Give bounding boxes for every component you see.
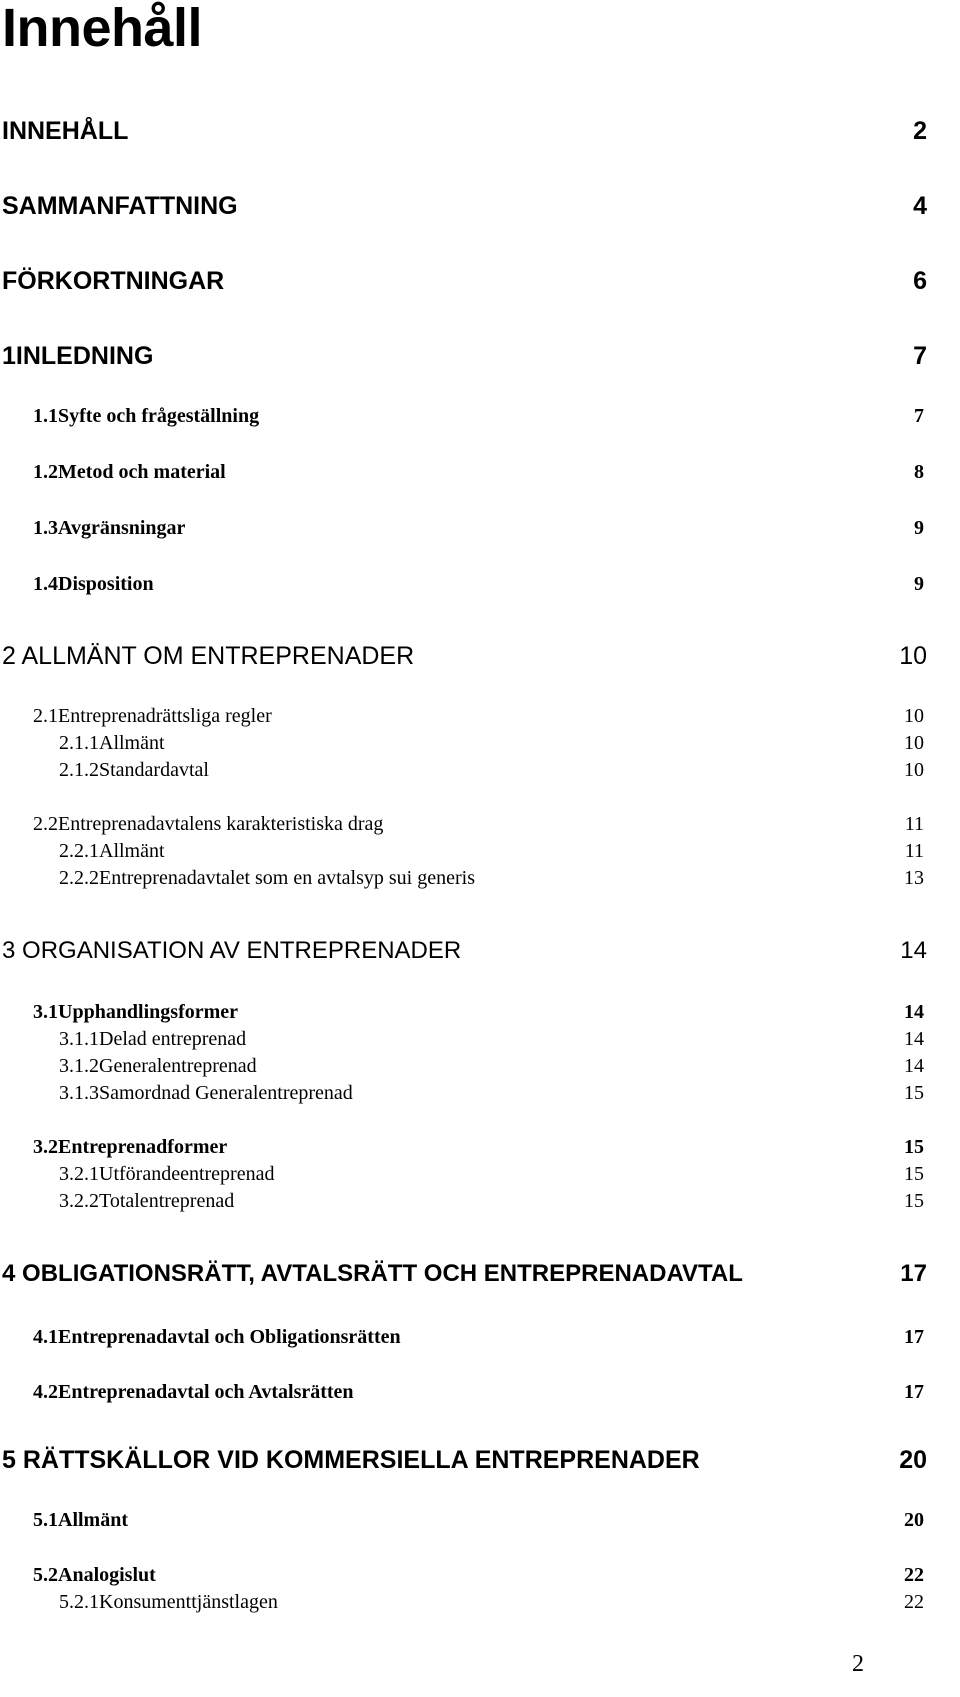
toc-label: Entreprenadrättsliga regler [58, 705, 272, 727]
toc-page: 9 [914, 573, 924, 595]
toc-number: 2.2.1 [59, 840, 99, 862]
toc-entry-2-1-1[interactable] [59, 731, 924, 755]
toc-entry-5-2-1[interactable] [59, 1590, 924, 1614]
toc-number: 2.1 [33, 705, 58, 727]
toc-page: 20 [904, 1509, 924, 1531]
toc-entry-2-1[interactable] [33, 704, 924, 728]
toc-page: 17 [900, 1260, 927, 1287]
toc-label: Upphandlingsformer [58, 1001, 239, 1023]
toc-page: 14 [904, 1001, 924, 1023]
toc-label: Entreprenadavtalens karakteristiska drag [58, 813, 384, 835]
toc-page: 22 [904, 1564, 924, 1586]
toc-entry-2-2-2[interactable] [59, 866, 924, 890]
toc-entry-4-2[interactable] [33, 1380, 924, 1404]
toc-label: SAMMANFATTNING [2, 192, 238, 220]
toc-entry-1-2[interactable] [33, 460, 924, 484]
toc-entry-1-3[interactable] [33, 516, 924, 540]
toc-entry-5[interactable] [2, 1445, 927, 1475]
toc-page: 10 [904, 759, 924, 781]
toc-label: Entreprenadavtal och Avtalsrätten [58, 1381, 354, 1403]
toc-number: 2.2.2 [59, 867, 99, 889]
toc-page: 11 [904, 840, 924, 862]
toc-number: 1.1 [33, 405, 58, 427]
toc-page: 15 [904, 1136, 924, 1158]
toc-label: INLEDNING [15, 342, 154, 370]
toc-entry-3-1-1[interactable] [59, 1027, 924, 1051]
toc-label: Allmänt [99, 840, 165, 862]
toc-number: 3.2 [33, 1136, 58, 1158]
toc-page: 4 [913, 192, 927, 220]
toc-entry-2-1-2[interactable] [59, 758, 924, 782]
toc-page: 9 [914, 517, 924, 539]
toc-number: 3.1 [33, 1001, 58, 1023]
toc-entry-3[interactable] [2, 936, 927, 966]
toc-number: 5.2 [33, 1564, 58, 1586]
toc-page: 10 [899, 642, 927, 670]
toc-entry-3-2-1[interactable] [59, 1162, 924, 1186]
toc-entry-sammanfattning[interactable] [2, 191, 927, 221]
toc-number: 3.1.1 [59, 1028, 99, 1050]
toc-entry-5-1[interactable] [33, 1508, 924, 1532]
toc-page: 10 [904, 705, 924, 727]
toc-label: RÄTTSKÄLLOR VID KOMMERSIELLA ENTREPRENADER [22, 1446, 700, 1474]
toc-label: Syfte och frågeställning [58, 405, 260, 427]
toc-label: Delad entreprenad [99, 1028, 247, 1050]
toc-page: 7 [913, 342, 927, 370]
toc-label: Totalentreprenad [99, 1190, 235, 1212]
toc-label: Entreprenadavtal och Obligationsrätten [58, 1326, 401, 1348]
toc-label: OBLIGATIONSRÄTT, AVTALSRÄTT OCH ENTREPRENADAVTAL [22, 1260, 743, 1287]
toc-label: ORGANISATION AV ENTREPRENADER [22, 937, 462, 964]
toc-entry-1-1[interactable] [33, 404, 924, 428]
toc-label: Allmänt [58, 1509, 128, 1531]
toc-number: 1.4 [33, 573, 58, 595]
toc-number: 3.1.3 [59, 1082, 99, 1104]
toc-entry-forkortningar[interactable] [2, 266, 927, 296]
toc-entry-3-2-2[interactable] [59, 1189, 924, 1213]
toc-entry-3-1[interactable] [33, 1000, 924, 1024]
toc-number: 2 [2, 642, 16, 670]
toc-page: 15 [904, 1082, 924, 1104]
page-title: Innehåll [2, 0, 203, 58]
toc-label: Entreprenadformer [58, 1136, 228, 1158]
toc-label: Generalentreprenad [99, 1055, 257, 1077]
toc-label: ALLMÄNT OM ENTREPRENADER [21, 642, 415, 670]
toc-entry-1[interactable] [2, 341, 927, 371]
toc-number: 3.2.2 [59, 1190, 99, 1212]
toc-page: 14 [904, 1055, 924, 1077]
toc-label: Allmänt [99, 732, 165, 754]
toc-label: FÖRKORTNINGAR [2, 267, 225, 295]
toc-number: 3.2.1 [59, 1163, 99, 1185]
toc-label: Utförandeentreprenad [99, 1163, 275, 1185]
toc-label: INNEHÅLL [2, 117, 129, 145]
toc-entry-4-1[interactable] [33, 1325, 924, 1349]
toc-page: 8 [914, 461, 924, 483]
toc-page: 15 [904, 1163, 924, 1185]
toc-number: 3.1.2 [59, 1055, 99, 1077]
toc-entry-2[interactable] [2, 641, 927, 671]
toc-number: 2.1.1 [59, 732, 99, 754]
toc-page: 6 [913, 267, 927, 295]
toc-label: Analogislut [58, 1564, 156, 1586]
page-number: 2 [852, 1651, 864, 1677]
toc-entry-5-2[interactable] [33, 1563, 924, 1587]
toc-entry-3-1-2[interactable] [59, 1054, 924, 1078]
toc-label: Standardavtal [99, 759, 209, 781]
toc-entry-2-2[interactable] [33, 812, 924, 836]
toc-entry-1-4[interactable] [33, 572, 924, 596]
toc-page: 7 [914, 405, 924, 427]
toc-label: Avgränsningar [58, 517, 186, 539]
toc-number: 4 [2, 1260, 16, 1287]
toc-page: 20 [899, 1446, 927, 1474]
toc-number: 5.2.1 [59, 1591, 99, 1613]
toc-page: 22 [904, 1591, 924, 1613]
toc-label: Metod och material [58, 461, 226, 483]
toc-page: 17 [904, 1381, 924, 1403]
toc-page: 15 [904, 1190, 924, 1212]
toc-entry-3-2[interactable] [33, 1135, 924, 1159]
toc-number: 4.1 [33, 1326, 58, 1348]
toc-label: Samordnad Generalentreprenad [99, 1082, 353, 1104]
toc-number: 2.2 [33, 813, 58, 835]
toc-number: 1.2 [33, 461, 58, 483]
toc-entry-2-2-1[interactable] [59, 839, 924, 863]
toc-number: 5.1 [33, 1509, 58, 1531]
toc-page: 11 [904, 813, 924, 835]
toc-entry-4[interactable] [2, 1259, 927, 1289]
toc-page: 17 [904, 1326, 924, 1348]
toc-entry-3-1-3[interactable] [59, 1081, 924, 1105]
toc-page: 14 [900, 937, 927, 964]
toc-page: 10 [904, 732, 924, 754]
toc-number: 1.3 [33, 517, 58, 539]
toc-label: Konsumenttjänstlagen [99, 1591, 278, 1613]
toc-page: 13 [904, 867, 924, 889]
toc-number: 5 [2, 1446, 16, 1474]
toc-number: 3 [2, 937, 16, 964]
toc-label: Disposition [58, 573, 154, 595]
toc-page: 2 [913, 117, 927, 145]
toc-page: 14 [904, 1028, 924, 1050]
toc-entry-innehall[interactable] [2, 116, 927, 146]
toc-number: 4.2 [33, 1381, 58, 1403]
toc-label: Entreprenadavtalet som en avtalsyp sui generis [99, 867, 475, 889]
toc-number: 1 [2, 342, 16, 370]
toc-number: 2.1.2 [59, 759, 99, 781]
